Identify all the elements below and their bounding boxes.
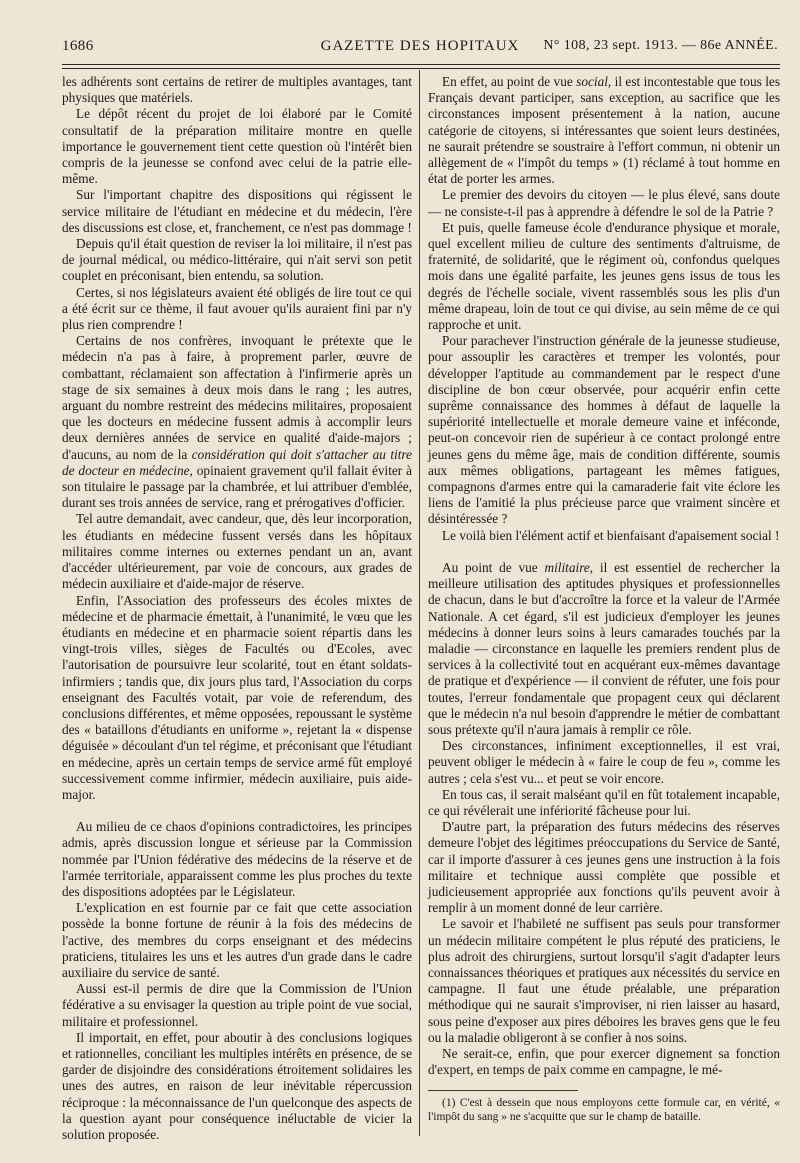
paragraph: L'explication en est fournie par ce fait que cette association possède la bonne fortune de réunir à la fois des médecins de l'active, des membres du corps enseignant et des médecins praticiens, titulaires les uns et les autres d'un grade dans le cadre auxiliaire du service de santé. — [62, 900, 412, 980]
footnote-rule — [428, 1090, 578, 1091]
text-run: il est essentiel de rechercher la meilleure utilisation des aptitudes physiques et professionnelles de chacun, dans le but d'accroître la force et la valeur de l'Armée Nationale. A cet égard, s'il est judicieux d'employer les jeunes médecins à donner leurs soins à leurs camarades touchés par la maladie — circonstance en laquelle les premiers rendent plus de services à la collectivité tout en acquérant eux-mêmes davantage de pratique et d'expérience — il convient de réfuter, une fois pour toutes, l'erreur fondamentale que propagent ceux qui déclarent que le médecin n'a nul besoin d'apprendre le métier de combattant sous prétexte qu'il n'aura jamais à remplir ce rôle. — [428, 559, 781, 737]
paragraph: En tous cas, il serait malséant qu'il en fût totalement incapable, ce qui révélerait une infériorité fâcheuse pour lui. — [428, 786, 780, 818]
right-column — [428, 74, 780, 1124]
footnote: (1) C'est à dessein que nous employons cette formule car, en vérité, « l'impôt du sang » ne s'acquitte que sur le champ de bataille. — [428, 1097, 780, 1124]
page-header — [62, 38, 778, 62]
paragraph — [428, 560, 780, 738]
paragraph: Le savoir et l'habileté ne suffisent pas seuls pour transformer un médecin militaire compétent le plus réputé des praticiens, le plus adroit des chirurgiens, surtout lorsqu'il s'agit d'adapter leurs connaissances théoriques et pratiques aux nécessités du service en campagne. Il faut une étude préalable, une préparation méthodique qui ne saurait s'improviser, ni rien laisser au hasard, sous peine d'exposer aux pires déboires les braves gens que le feu ou la maladie obligeront à se confier à nos soins. — [428, 916, 780, 1045]
paragraph: Le dépôt récent du projet de loi élaboré par le Comité consultatif de la préparation militaire montre en quelle importance le gouvernement tient cette question où l'intérêt bien compris de la jeunesse se confond avec celui de la patrie elle-même. — [62, 106, 412, 187]
text-run: En effet, au point de vue — [442, 74, 573, 89]
italic-text: militaire, — [544, 559, 594, 575]
text-run: opinaient gravement qu'il fallait éviter à son titulaire le passage par la chambrée, et lui attribuer d'emblée, durant ses trois années de service, rang et prérogatives d'officier. — [62, 462, 413, 511]
paragraph — [428, 74, 780, 187]
paragraph: Des circonstances, infiniment exceptionnelles, il est vrai, peuvent obliger le médecin à « faire le coup de feu », comme les autres ; cela s'est vu... et peut se voir encore. — [428, 738, 780, 786]
header-rule-top — [62, 64, 780, 65]
page-number: 1686 — [62, 38, 94, 54]
paragraph: Ne serait-ce, enfin, que pour exercer dignement sa fonction d'expert, en temps de paix comme en campagne, le mé- — [428, 1045, 780, 1078]
paragraph: Aussi est-il permis de dire que la Commission de l'Union fédérative a su envisager la question au triple point de vue social, militaire et professionnel. — [62, 981, 412, 1029]
paragraph: les adhérents sont certains de retirer de multiples avantages, tant physiques que matériels. — [62, 74, 412, 106]
paragraph: Il importait, en effet, pour aboutir à des conclusions logiques et rationnelles, conciliant les multiples intérêts en présence, de se garder de disjoindre des considérations étroitement solidaires les unes des autres, en raison de leur inévitable répercussion réciproque : la méconnaissance de l'un quelconque des aspects de la question ayant pour conséquence inéluctable de vicier la solution proposée. — [62, 1029, 412, 1142]
paragraph: Le voilà bien l'élément actif et bienfaisant d'apaisement social ! — [442, 527, 780, 543]
paragraph: Certes, si nos législateurs avaient été obligés de lire tout ce qui a été écrit sur ce thème, il faut avouer qu'ils auraient fini par n'y plus rien comprendre ! — [62, 284, 412, 333]
paragraph — [62, 333, 412, 511]
header-rule-bottom — [62, 68, 780, 69]
italic-text: social, — [576, 74, 612, 89]
paragraph: Enfin, l'Association des professeurs des écoles mixtes de médecine et de pharmacie émettait, à l'unanimité, le vœu que les étudiants en médecine et en pharmacie soient répartis dans les vingt-trois villes, sièges de Facultés ou d'Ecoles, avec l'autorisation de poursuivre leur scolarité, tout en étant soldats-infirmiers ; tandis que, dix jours plus tard, l'Association du corps enseignant des Facultés votait, par voie de referendum, des conclusions différentes, et même opposées, repoussant le système des « bataillons d'étudiants en uniforme », rejetant la « dispense déguisée » découlant d'un tel régime, et préconisant que l'étudiant en médecine, après un certain temps de service armé fût employé successivement comme infirmier, médecin auxiliaire, puis aide-major. — [62, 592, 412, 802]
paragraph: Tel autre demandait, avec candeur, que, dès leur incorporation, les étudiants en médecine fussent versés dans les hôpitaux militaires comme internes ou externes pendant un an, avant d'accéder ultérieurement, par voie de concours, aux grades de médecin auxiliaire et d'aide-major de réserve. — [62, 511, 412, 592]
paragraph: Au milieu de ce chaos d'opinions contradictoires, les principes admis, après discussion longue et sérieuse par la Commission nommée par l'Union fédérative des médecins de la réserve et de l'armée territoriale, apparaissent comme les plus proches du texte des dispositions adoptées par le Législateur. — [62, 819, 412, 899]
paragraph: Sur l'important chapitre des dispositions qui régissent le service militaire de l'étudiant en médecine et du médecin, l'ère des discussions est close, et, franchement, ce n'est pas dommage ! — [62, 187, 412, 235]
text-run: Certains de nos confrères, invoquant le prétexte que le médecin n'a pas à faire, à proprement parler, œuvre de combattant, réclamaient son affectation à l'infirmerie après un stage de six semaines à deux mois dans le rang ; les autres, arguant du nombre restreint des médecins militaires, proposaient que les docteurs en médecine fussent admis à accomplir leurs deux dernières années de service en qualité d'aide-majors ; d'aucuns, au nom de la — [62, 333, 412, 462]
issue-info: N° 108, 23 sept. 1913. — 86e ANNÉE. — [543, 38, 778, 53]
paragraph: Le premier des devoirs du citoyen — le plus élevé, sans doute — ne consiste-t-il pas à apprendre à défendre le sol de la Patrie ? — [428, 187, 780, 219]
text-run: Au point de vue — [442, 559, 538, 575]
italic-text: considération qui doit s'attacher au titre de docteur en médecine, — [62, 446, 413, 478]
column-divider — [419, 70, 420, 1136]
paragraph: D'autre part, la préparation des futurs médecins des réserves demeure l'objet des légitimes préoccupations du Service de Santé, car il importe d'assurer à ces jeunes gens une instruction à la fois militaire et technique aussi complète que possible et judicieusement appropriée aux fonctions qu'ils peuvent avoir à remplir à un moment donné de leur carrière. — [428, 819, 780, 916]
paragraph: Depuis qu'il était question de reviser la loi militaire, il n'est pas de journal médical, ou médico-littéraire, qui n'ait servi son petit couplet en préconisant, bien entendu, sa solution. — [62, 236, 412, 284]
journal-title: GAZETTE DES HOPITAUX — [320, 38, 520, 54]
left-column — [62, 74, 412, 1143]
paragraph: Pour parachever l'instruction générale de la jeunesse studieuse, pour assouplir les caractères et tremper les volontés, pour développer l'aptitude au commandement par le respect d'une discipline de bon cœur observée, pour acquérir enfin cette suprême connaissance des hommes à défaut de laquelle la supériorité intellectuelle et morale demeure vaine et inféconde, peut-on concevoir rien de supérieur à ce contact prolongé entre jeunes gens du même âge, mais de condition différente, soumis aux mêmes obligations, partageant les mêmes fatigues, compagnons d'armes entre qui la camaraderie fait vite éclore les liens de l'amitié la plus précieuse parce que vraiment sincère et désintéressée ? — [428, 333, 780, 527]
paragraph: Et puis, quelle fameuse école d'endurance physique et morale, quel excellent milieu de culture des sentiments d'altruisme, de fraternité, de solidarité, que le régiment où, confondus quelques mois dans une égalité parfaite, les jeunes gens issus de tous les degrés de l'échelle sociale, vivent rassemblés sous les plis d'un même drapeau, loin de tout ce qui divise, au sein même de ce qui rapproche et unit. — [428, 219, 780, 333]
text-run: il est incontestable que tous les Français devant participer, sans exception, au sacrifice que les circonstances imposent présentement à la nation, aucune catégorie de citoyens, si intéressantes que soient leurs destinées, ne saurait prétendre se soustraire à l'effort commun, ni obtenir un allègement de « l'impôt du temps » (1) réclamé à tout homme en état de porter les armes. — [428, 74, 781, 187]
